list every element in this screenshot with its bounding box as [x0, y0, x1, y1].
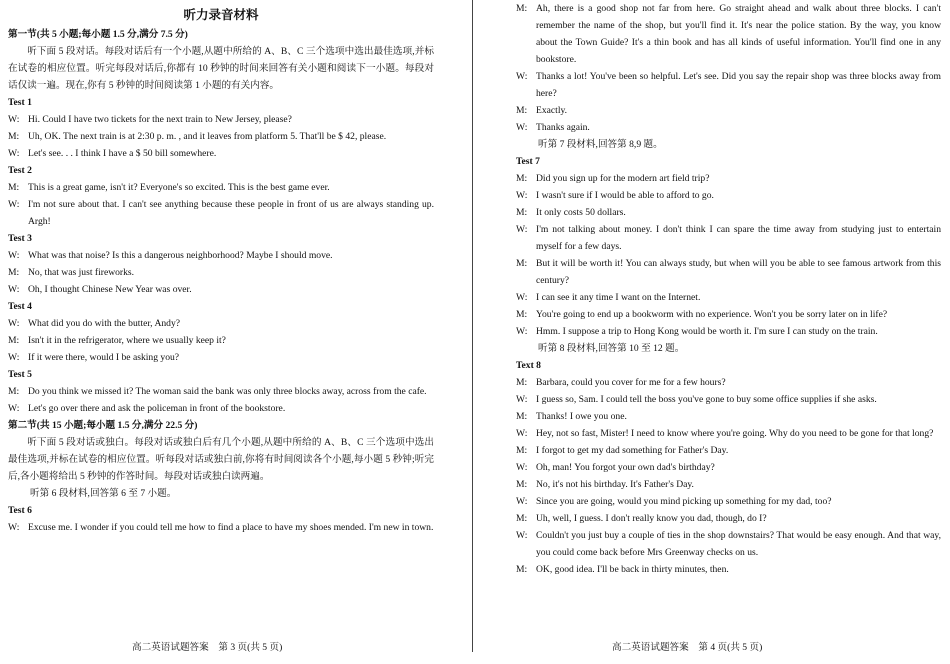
dialogue-line [516, 255, 941, 289]
dialogue-line [516, 0, 941, 68]
footer-left: 高二英语试题答案 第 3 页(共 5 页) [132, 642, 283, 653]
dialogue-text: Let's see. . . I think I have a $ 50 bill somewhere. [28, 148, 217, 159]
speaker-label: M: [516, 207, 528, 218]
dialogue-text: Since you are going, would you mind picking up something for my dad, too? [536, 496, 832, 507]
dialogue-line [516, 408, 941, 425]
column-divider [472, 0, 473, 652]
dialogue-line [516, 391, 941, 408]
left-page [8, 0, 434, 536]
speaker-label: W: [8, 352, 20, 363]
dialogue-line [8, 519, 434, 536]
dialogue-line [8, 247, 434, 264]
dialogue-line [8, 264, 434, 281]
speaker-label: W: [516, 530, 528, 541]
speaker-label: W: [516, 224, 528, 235]
dialogue-text: Ah, there is a good shop not far from here. Go straight ahead and walk about three blocks. I can't remember the name of the shop, but you'll find it. It's near the police station. By the way, you know about the Town Guide? It's a thin book and has all kinds of useful information. You'll find one in any bookstore. [536, 3, 941, 65]
dialogue-text: OK, good idea. I'll be back in thirty minutes, then. [536, 564, 729, 575]
section1-tests [8, 94, 434, 417]
dialogue-line [516, 425, 941, 442]
dialogue-text: Oh, man! You forgot your own dad's birthday? [536, 462, 715, 473]
test8-label: Text 8 [516, 360, 541, 371]
dialogue-text: You're going to end up a bookworm with no experience. Won't you be sorry later on in life? [536, 309, 888, 320]
speaker-label: W: [516, 326, 528, 337]
speaker-label: M: [8, 335, 20, 346]
dialogue-line [516, 221, 941, 255]
speaker-label: W: [8, 284, 20, 295]
dialogue-text: Oh, I thought Chinese New Year was over. [28, 284, 192, 295]
dialogue-line [8, 145, 434, 162]
speaker-label: W: [8, 318, 20, 329]
test-label: Test 3 [8, 233, 32, 244]
test6-dialogue-continued [516, 0, 941, 136]
dialogue-line [8, 111, 434, 128]
dialogue-text: I'm not sure about that. I can't see anything because these people in front of us are always standing up. Argh! [28, 199, 434, 227]
dialogue-line [516, 170, 941, 187]
speaker-label: M: [516, 411, 528, 422]
dialogue-text: Hi. Could I have two tickets for the next train to New Jersey, please? [28, 114, 292, 125]
dialogue-line [516, 510, 941, 527]
speaker-label: W: [516, 496, 528, 507]
speaker-label: W: [8, 522, 20, 533]
speaker-label: M: [8, 267, 20, 278]
dialogue-line [516, 289, 941, 306]
dialogue-text: Do you think we missed it? The woman said the bank was only three blocks away, across from the cafe. [28, 386, 427, 397]
speaker-label: W: [516, 122, 528, 133]
test7-instruction: 听第 7 段材料,回答第 8,9 题。 [538, 139, 663, 150]
dialogue-text: If it were there, would I be asking you? [28, 352, 180, 363]
test7-label: Test 7 [516, 156, 540, 167]
dialogue-text: Let's go over there and ask the policeman in front of the bookstore. [28, 403, 286, 414]
speaker-label: M: [516, 377, 528, 388]
dialogue-text: I'm not talking about money. I don't think I can spare the time away from studying just to entertain myself for a few days. [536, 224, 941, 252]
section2-header: 第二节(共 15 小题;每小题 1.5 分,满分 22.5 分) [8, 420, 198, 431]
dialogue-line [516, 187, 941, 204]
dialogue-text: Couldn't you just buy a couple of ties in the shop downstairs? That would be easy enough. And that way, you could come back before Mrs Greenway checks on us. [536, 530, 941, 558]
right-page [516, 0, 941, 578]
test-label: Test 2 [8, 165, 32, 176]
dialogue-line [516, 119, 941, 136]
dialogue-text: Uh, OK. The next train is at 2:30 p. m. , and it leaves from platform 5. That'll be $ 42, please. [28, 131, 387, 142]
speaker-label: W: [516, 292, 528, 303]
dialogue-text: Exactly. [536, 105, 568, 116]
test6-dialogue [8, 519, 434, 536]
dialogue-text: What was that noise? Is this a dangerous neighborhood? Maybe I should move. [28, 250, 333, 261]
speaker-label: M: [8, 386, 20, 397]
speaker-label: M: [516, 564, 528, 575]
test-label: Test 5 [8, 369, 32, 380]
dialogue-line [516, 493, 941, 510]
dialogue-text: Thanks a lot! You've been so helpful. Let's see. Did you say the repair shop was three blocks away from here? [536, 71, 941, 99]
speaker-label: M: [516, 258, 528, 269]
test-label: Test 4 [8, 301, 32, 312]
dialogue-text: I forgot to get my dad something for Father's Day. [536, 445, 729, 456]
dialogue-text: Did you sign up for the modern art field trip? [536, 173, 710, 184]
dialogue-line [8, 315, 434, 332]
dialogue-line [516, 459, 941, 476]
dialogue-line [516, 561, 941, 578]
dialogue-line [516, 527, 941, 561]
speaker-label: M: [8, 131, 20, 142]
dialogue-line [8, 128, 434, 145]
dialogue-line [516, 68, 941, 102]
speaker-label: W: [516, 190, 528, 201]
dialogue-text: Thanks! I owe you one. [536, 411, 627, 422]
speaker-label: W: [8, 250, 20, 261]
test-label: Test 1 [8, 97, 32, 108]
speaker-label: M: [516, 173, 528, 184]
speaker-label: M: [516, 3, 528, 14]
dialogue-line [516, 323, 941, 340]
dialogue-line [8, 349, 434, 366]
speaker-label: W: [516, 428, 528, 439]
speaker-label: W: [8, 114, 20, 125]
section2-instructions: 听下面 5 段对话或独白。每段对话或独白后有几个小题,从题中所给的 A、B、C 三个选项中选出最佳选项,并标在试卷的相应位置。听每段对话或独白前,你将有时间阅读各个小题,每小题 5 秒钟;听完后,各小题将给出 5 秒钟的作答时间。每段对话或独白读两遍。 [8, 437, 434, 482]
dialogue-line [8, 196, 434, 230]
speaker-label: W: [516, 462, 528, 473]
dialogue-text: Uh, well, I guess. I don't really know you dad, though, do I? [536, 513, 767, 524]
speaker-label: M: [516, 105, 528, 116]
section1-instructions: 听下面 5 段对话。每段对话后有一个小题,从题中所给的 A、B、C 三个选项中选出最佳选项,并标在试卷的相应位置。听完每段对话后,你都有 10 秒钟的时间来回答有关小题和阅读下一小题。每段对话仅读一遍。现在,你有 5 秒钟的时间阅读第 1 小题的有关内容。 [8, 46, 434, 91]
test8-instruction: 听第 8 段材料,回答第 10 至 12 题。 [538, 343, 685, 354]
dialogue-text: I can see it any time I want on the Internet. [536, 292, 701, 303]
dialogue-line [8, 281, 434, 298]
speaker-label: M: [516, 479, 528, 490]
dialogue-line [516, 374, 941, 391]
dialogue-text: Thanks again. [536, 122, 590, 133]
dialogue-line [8, 179, 434, 196]
dialogue-line [8, 383, 434, 400]
test6-instruction: 听第 6 段材料,回答第 6 至 7 小题。 [30, 488, 177, 499]
dialogue-text: No, it's not his birthday. It's Father's Day. [536, 479, 694, 490]
footer-right: 高二英语试题答案 第 4 页(共 5 页) [612, 642, 763, 653]
dialogue-text: Hey, not so fast, Mister! I need to know where you're going. Why do you need to be gone for that long? [536, 428, 934, 439]
speaker-label: M: [8, 182, 20, 193]
speaker-label: W: [516, 394, 528, 405]
test7-dialogue [516, 170, 941, 340]
speaker-label: M: [516, 309, 528, 320]
dialogue-text: But it will be worth it! You can always study, but when will you be able to see famous artwork from this century? [536, 258, 941, 286]
dialogue-text: This is a great game, isn't it? Everyone's so excited. This is the best game ever. [28, 182, 330, 193]
dialogue-text: It only costs 50 dollars. [536, 207, 626, 218]
section1-header: 第一节(共 5 小题;每小题 1.5 分,满分 7.5 分) [8, 29, 188, 40]
page-title: 听力录音材料 [183, 8, 259, 22]
dialogue-line [516, 204, 941, 221]
dialogue-line [8, 332, 434, 349]
dialogue-line [516, 442, 941, 459]
dialogue-line [516, 476, 941, 493]
dialogue-text: No, that was just fireworks. [28, 267, 135, 278]
test8-dialogue [516, 374, 941, 578]
speaker-label: M: [516, 513, 528, 524]
dialogue-text: What did you do with the butter, Andy? [28, 318, 181, 329]
speaker-label: W: [8, 403, 20, 414]
dialogue-text: Excuse me. I wonder if you could tell me how to find a place to have my shoes mended. I'm new in town. [28, 522, 434, 533]
dialogue-line [516, 306, 941, 323]
dialogue-text: Barbara, could you cover for me for a few hours? [536, 377, 726, 388]
dialogue-line [8, 400, 434, 417]
speaker-label: M: [516, 445, 528, 456]
dialogue-text: I wasn't sure if I would be able to afford to go. [536, 190, 714, 201]
dialogue-line [516, 102, 941, 119]
dialogue-text: I guess so, Sam. I could tell the boss you've gone to buy some office supplies if she asks. [536, 394, 877, 405]
speaker-label: W: [8, 199, 20, 210]
test6-label: Test 6 [8, 505, 32, 516]
dialogue-text: Isn't it in the refrigerator, where we usually keep it? [28, 335, 226, 346]
dialogue-text: Hmm. I suppose a trip to Hong Kong would be worth it. I'm sure I can study on the train. [536, 326, 878, 337]
speaker-label: W: [8, 148, 20, 159]
speaker-label: W: [516, 71, 528, 82]
